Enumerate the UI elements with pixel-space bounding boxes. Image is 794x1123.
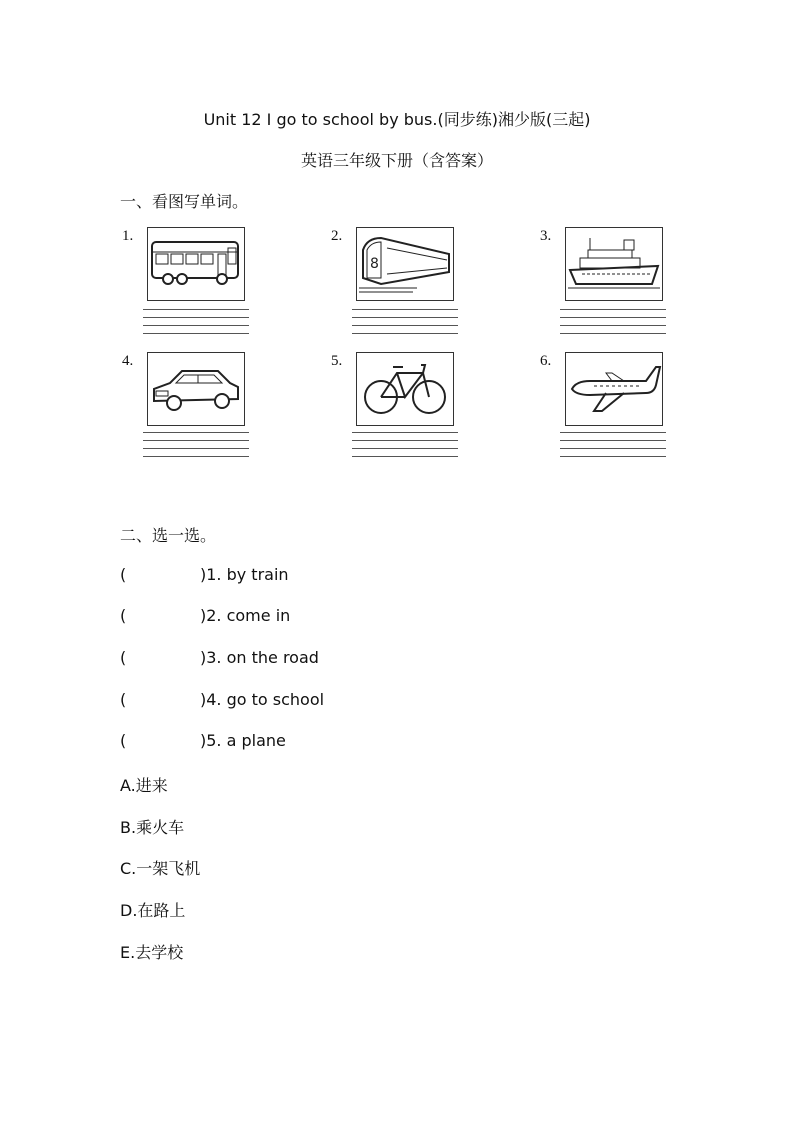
item-number: 5. bbox=[331, 353, 343, 369]
bicycle-icon bbox=[356, 352, 454, 426]
svg-text:8: 8 bbox=[370, 256, 379, 272]
document-title: Unit 12 I go to school by bus.(同步练)湘少版(三起) bbox=[203, 110, 591, 129]
answer-blank[interactable]: ( bbox=[120, 565, 127, 584]
question-text: )2. come in bbox=[200, 606, 291, 625]
train-icon bbox=[356, 227, 454, 301]
item-number: 6. bbox=[540, 353, 552, 369]
item-number: 2. bbox=[331, 228, 343, 244]
ship-icon bbox=[565, 227, 663, 301]
answer-lines[interactable] bbox=[560, 432, 666, 464]
option-c: C.一架飞机 bbox=[120, 859, 201, 878]
option-b: B.乘火车 bbox=[120, 818, 185, 837]
option-e: E.去学校 bbox=[120, 943, 184, 962]
item-number: 1. bbox=[122, 228, 134, 244]
car-icon bbox=[147, 352, 245, 426]
option-d: D.在路上 bbox=[120, 901, 186, 920]
document-subtitle: 英语三年级下册（含答案） bbox=[300, 151, 493, 170]
question-text: )3. on the road bbox=[200, 648, 319, 667]
item-number: 4. bbox=[122, 353, 134, 369]
question-text: )5. a plane bbox=[200, 731, 286, 750]
answer-blank[interactable]: ( bbox=[120, 690, 127, 709]
bus-icon bbox=[147, 227, 245, 301]
answer-lines[interactable] bbox=[143, 309, 249, 341]
item-number: 3. bbox=[540, 228, 552, 244]
answer-lines[interactable] bbox=[352, 432, 458, 464]
section1-heading: 一、看图写单词。 bbox=[120, 192, 249, 211]
question-text: )4. go to school bbox=[200, 690, 325, 709]
answer-blank[interactable]: ( bbox=[120, 606, 127, 625]
answer-lines[interactable] bbox=[143, 432, 249, 464]
answer-lines[interactable] bbox=[560, 309, 666, 341]
option-a: A.进来 bbox=[120, 776, 168, 795]
answer-blank[interactable]: ( bbox=[120, 648, 127, 667]
answer-lines[interactable] bbox=[352, 309, 458, 341]
answer-blank[interactable]: ( bbox=[120, 731, 127, 750]
question-text: )1. by train bbox=[200, 565, 289, 584]
section2-heading: 二、选一选。 bbox=[120, 526, 217, 545]
plane-icon bbox=[565, 352, 663, 426]
